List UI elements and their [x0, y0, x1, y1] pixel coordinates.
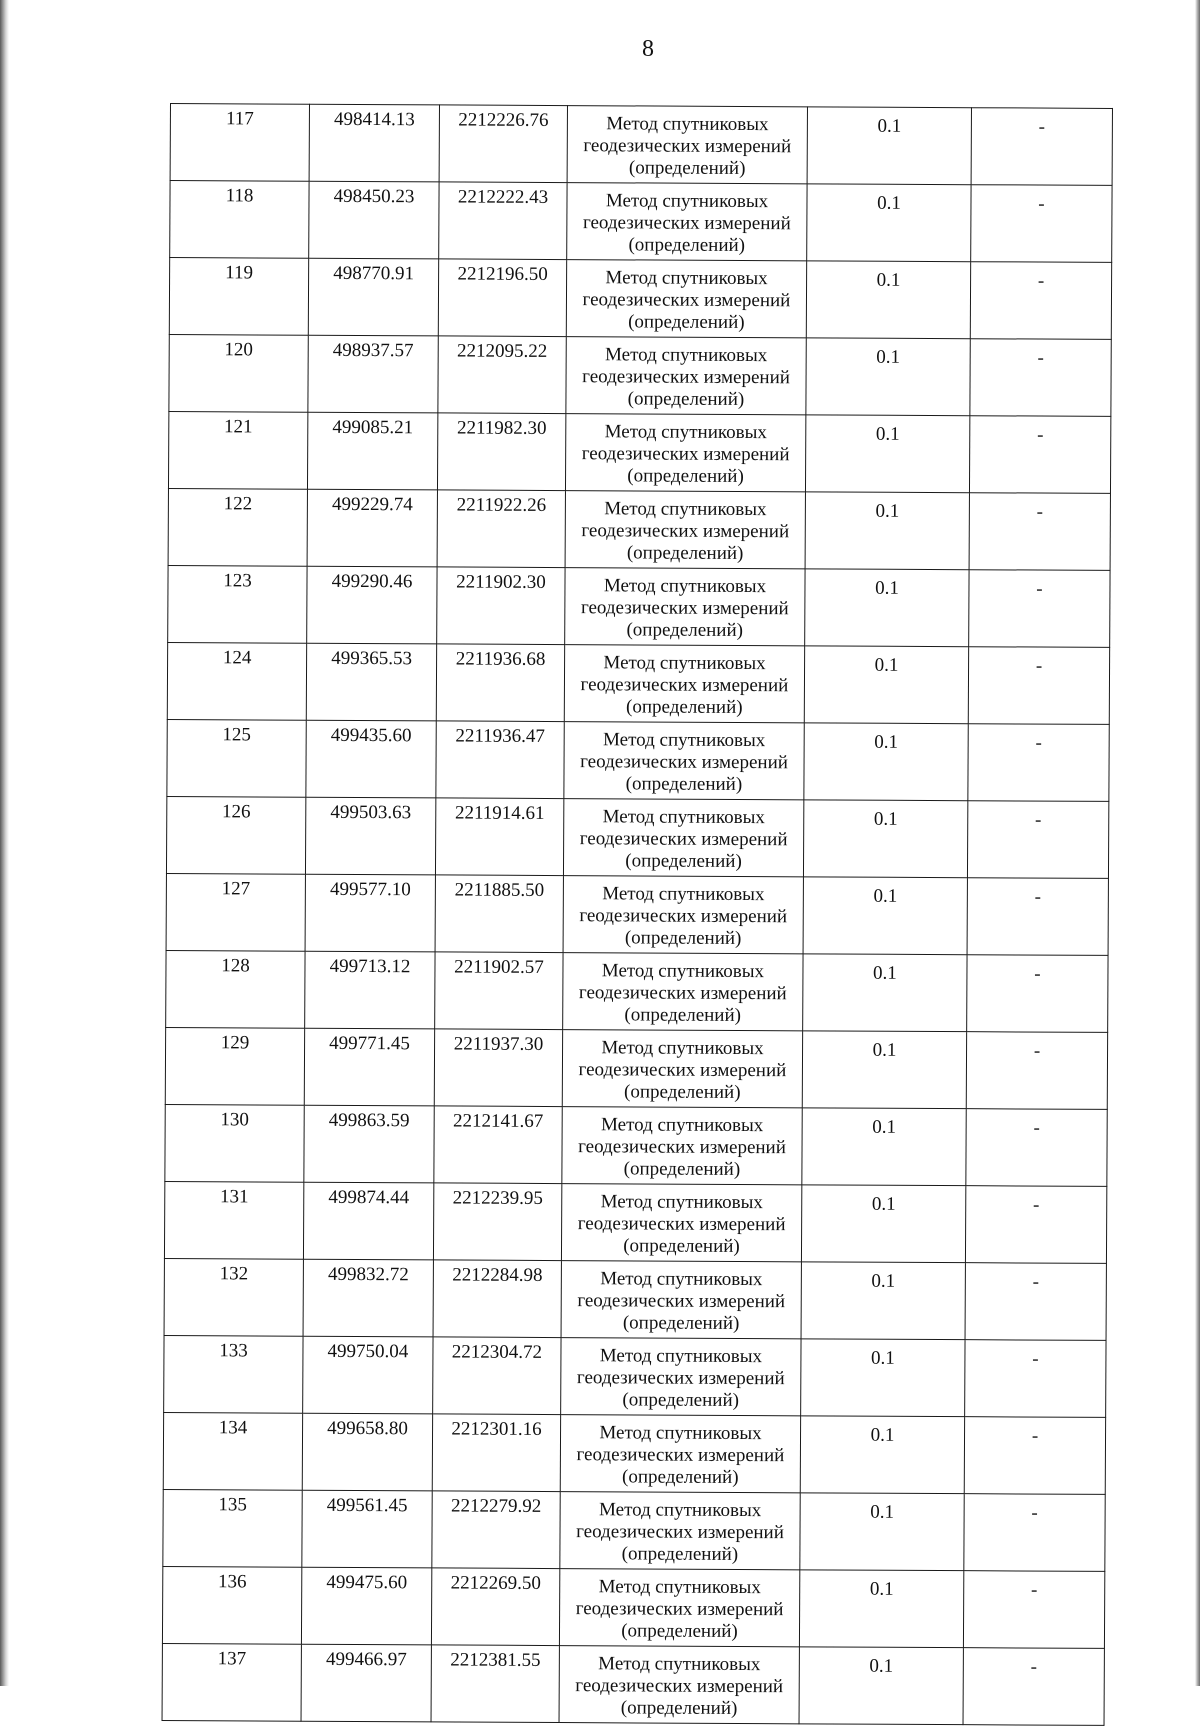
page-number: 8: [642, 36, 654, 62]
method-cell: Метод спутниковых геодезических измерений (определений): [563, 876, 803, 954]
table-row: [162, 1566, 1104, 1648]
method-cell: Метод спутниковых геодезических измерений (определений): [560, 1492, 800, 1570]
note-cell: -: [965, 1186, 1106, 1264]
table-row: [164, 1335, 1106, 1417]
method-cell: Метод спутниковых геодезических измерений (определений): [566, 260, 806, 338]
method-cell: Метод спутниковых геодезических измерений (определений): [565, 491, 805, 569]
table-row: [170, 181, 1112, 263]
point-number-cell: 135: [163, 1489, 302, 1567]
point-number-cell: 120: [169, 334, 308, 412]
method-cell: Метод спутниковых геодезических измерений (определений): [562, 1030, 802, 1108]
point-number-cell: 119: [169, 258, 308, 336]
accuracy-cell: 0.1: [803, 954, 967, 1032]
y-coordinate-cell: 2212279.92: [432, 1491, 560, 1569]
point-number-cell: 128: [166, 950, 305, 1028]
table-row: [165, 1104, 1107, 1186]
note-cell: -: [968, 724, 1109, 802]
accuracy-cell: 0.1: [800, 1493, 964, 1571]
x-coordinate-cell: 499466.97: [301, 1644, 431, 1722]
point-number-cell: 137: [162, 1643, 301, 1721]
method-cell: Метод спутниковых геодезических измерений (определений): [559, 1646, 799, 1724]
accuracy-cell: 0.1: [805, 569, 969, 647]
scan-left-edge: [0, 0, 9, 1686]
point-number-cell: 125: [167, 719, 306, 797]
table-row: [169, 258, 1111, 340]
coordinates-table-body: [162, 104, 1112, 1726]
method-cell: Метод спутниковых геодезических измерений (определений): [567, 106, 807, 184]
point-number-cell: 129: [165, 1027, 304, 1105]
x-coordinate-cell: 499771.45: [304, 1028, 434, 1106]
point-number-cell: 118: [170, 181, 309, 259]
x-coordinate-cell: 499290.46: [307, 566, 437, 644]
y-coordinate-cell: 2211982.30: [437, 413, 565, 491]
y-coordinate-cell: 2212095.22: [438, 336, 566, 414]
note-cell: -: [964, 1494, 1105, 1572]
table-row: [167, 719, 1109, 801]
accuracy-cell: 0.1: [800, 1416, 964, 1494]
scan-right-edge: [1195, 0, 1200, 1686]
y-coordinate-cell: 2211902.30: [437, 567, 565, 645]
y-coordinate-cell: 2212239.95: [433, 1183, 561, 1261]
method-cell: Метод спутниковых геодезических измерений (определений): [561, 1261, 801, 1339]
y-coordinate-cell: 2212269.50: [431, 1568, 559, 1646]
note-cell: -: [967, 801, 1108, 879]
x-coordinate-cell: 499863.59: [304, 1105, 434, 1183]
note-cell: -: [971, 108, 1112, 186]
y-coordinate-cell: 2212222.43: [439, 182, 567, 260]
point-number-cell: 134: [163, 1412, 302, 1490]
accuracy-cell: 0.1: [801, 1262, 965, 1340]
x-coordinate-cell: 498414.13: [309, 104, 439, 182]
accuracy-cell: 0.1: [804, 723, 968, 801]
method-cell: Метод спутниковых геодезических измерений (определений): [559, 1569, 799, 1647]
x-coordinate-cell: 499229.74: [307, 489, 437, 567]
note-cell: -: [971, 185, 1112, 263]
method-cell: Метод спутниковых геодезических измерений (определений): [561, 1338, 801, 1416]
y-coordinate-cell: 2212141.67: [434, 1106, 562, 1184]
y-coordinate-cell: 2212301.16: [432, 1414, 560, 1492]
accuracy-cell: 0.1: [803, 877, 967, 955]
x-coordinate-cell: 499435.60: [306, 720, 436, 798]
accuracy-cell: 0.1: [799, 1647, 963, 1725]
note-cell: -: [969, 570, 1110, 648]
table-row: [168, 488, 1110, 570]
note-cell: -: [968, 647, 1109, 725]
y-coordinate-cell: 2211936.68: [436, 644, 564, 722]
accuracy-cell: 0.1: [803, 800, 967, 878]
coordinates-table: [162, 103, 1113, 1726]
method-cell: Метод спутниковых геодезических измерений (определений): [565, 414, 805, 492]
note-cell: -: [966, 1032, 1107, 1110]
accuracy-cell: 0.1: [805, 415, 969, 493]
x-coordinate-cell: 498937.57: [308, 335, 438, 413]
x-coordinate-cell: 499561.45: [302, 1490, 432, 1568]
table-row: [166, 796, 1108, 878]
point-number-cell: 127: [166, 873, 305, 951]
point-number-cell: 131: [164, 1181, 303, 1259]
x-coordinate-cell: 499577.10: [305, 874, 435, 952]
method-cell: Метод спутниковых геодезических измерений (определений): [566, 337, 806, 415]
y-coordinate-cell: 2211937.30: [434, 1029, 562, 1107]
x-coordinate-cell: 498450.23: [309, 181, 439, 259]
point-number-cell: 132: [164, 1258, 303, 1336]
table-row: [166, 873, 1108, 955]
method-cell: Метод спутниковых геодезических измерений (определений): [561, 1184, 801, 1262]
table-row: [164, 1181, 1106, 1263]
point-number-cell: 123: [168, 565, 307, 643]
table-row: [168, 411, 1110, 493]
note-cell: -: [963, 1648, 1104, 1726]
note-cell: -: [963, 1571, 1104, 1649]
note-cell: -: [970, 262, 1111, 340]
y-coordinate-cell: 2211922.26: [437, 490, 565, 568]
table-row: [167, 642, 1109, 724]
method-cell: Метод спутниковых геодезических измерений (определений): [564, 722, 804, 800]
note-cell: -: [969, 416, 1110, 494]
y-coordinate-cell: 2212381.55: [431, 1645, 559, 1723]
note-cell: -: [964, 1417, 1105, 1495]
accuracy-cell: 0.1: [802, 1108, 966, 1186]
method-cell: Метод спутниковых геодезических измерений (определений): [560, 1415, 800, 1493]
table-row: [163, 1489, 1105, 1571]
accuracy-cell: 0.1: [807, 184, 971, 262]
y-coordinate-cell: 2211936.47: [436, 721, 564, 799]
note-cell: -: [965, 1340, 1106, 1418]
method-cell: Метод спутниковых геодезических измерений (определений): [565, 568, 805, 646]
table-row: [165, 1027, 1107, 1109]
x-coordinate-cell: 499503.63: [305, 797, 435, 875]
x-coordinate-cell: 499658.80: [302, 1413, 432, 1491]
accuracy-cell: 0.1: [806, 261, 970, 339]
note-cell: -: [967, 955, 1108, 1033]
table-row: [166, 950, 1108, 1032]
y-coordinate-cell: 2212284.98: [433, 1260, 561, 1338]
x-coordinate-cell: 498770.91: [308, 258, 438, 336]
note-cell: -: [969, 493, 1110, 571]
accuracy-cell: 0.1: [804, 646, 968, 724]
point-number-cell: 117: [170, 104, 309, 182]
x-coordinate-cell: 499713.12: [305, 951, 435, 1029]
point-number-cell: 133: [164, 1335, 303, 1413]
x-coordinate-cell: 499365.53: [306, 643, 436, 721]
method-cell: Метод спутниковых геодезических измерений (определений): [564, 645, 804, 723]
y-coordinate-cell: 2212304.72: [433, 1337, 561, 1415]
method-cell: Метод спутниковых геодезических измерений (определений): [562, 1107, 802, 1185]
table-row: [168, 565, 1110, 647]
table-row: [169, 334, 1111, 416]
y-coordinate-cell: 2211902.57: [435, 952, 563, 1030]
accuracy-cell: 0.1: [805, 492, 969, 570]
x-coordinate-cell: 499475.60: [301, 1567, 431, 1645]
accuracy-cell: 0.1: [807, 107, 971, 185]
point-number-cell: 136: [162, 1566, 301, 1644]
x-coordinate-cell: 499874.44: [303, 1182, 433, 1260]
accuracy-cell: 0.1: [806, 338, 970, 416]
note-cell: -: [967, 878, 1108, 956]
table-row: [163, 1412, 1105, 1494]
x-coordinate-cell: 499832.72: [303, 1259, 433, 1337]
note-cell: -: [965, 1263, 1106, 1341]
accuracy-cell: 0.1: [802, 1031, 966, 1109]
point-number-cell: 122: [168, 488, 307, 566]
method-cell: Метод спутниковых геодезических измерений (определений): [563, 953, 803, 1031]
point-number-cell: 126: [166, 796, 305, 874]
accuracy-cell: 0.1: [801, 1339, 965, 1417]
point-number-cell: 121: [168, 411, 307, 489]
y-coordinate-cell: 2211885.50: [435, 875, 563, 953]
y-coordinate-cell: 2212226.76: [439, 105, 567, 183]
x-coordinate-cell: 499750.04: [303, 1336, 433, 1414]
point-number-cell: 130: [165, 1104, 304, 1182]
table-row: [162, 1643, 1104, 1725]
table-row: [164, 1258, 1106, 1340]
y-coordinate-cell: 2211914.61: [435, 798, 563, 876]
method-cell: Метод спутниковых геодезических измерений (определений): [563, 799, 803, 877]
x-coordinate-cell: 499085.21: [307, 412, 437, 490]
point-number-cell: 124: [167, 642, 306, 720]
accuracy-cell: 0.1: [801, 1185, 965, 1263]
method-cell: Метод спутниковых геодезических измерений (определений): [567, 183, 807, 261]
accuracy-cell: 0.1: [799, 1570, 963, 1648]
note-cell: -: [970, 339, 1111, 417]
table-row: [170, 104, 1112, 186]
y-coordinate-cell: 2212196.50: [438, 259, 566, 337]
note-cell: -: [966, 1109, 1107, 1187]
